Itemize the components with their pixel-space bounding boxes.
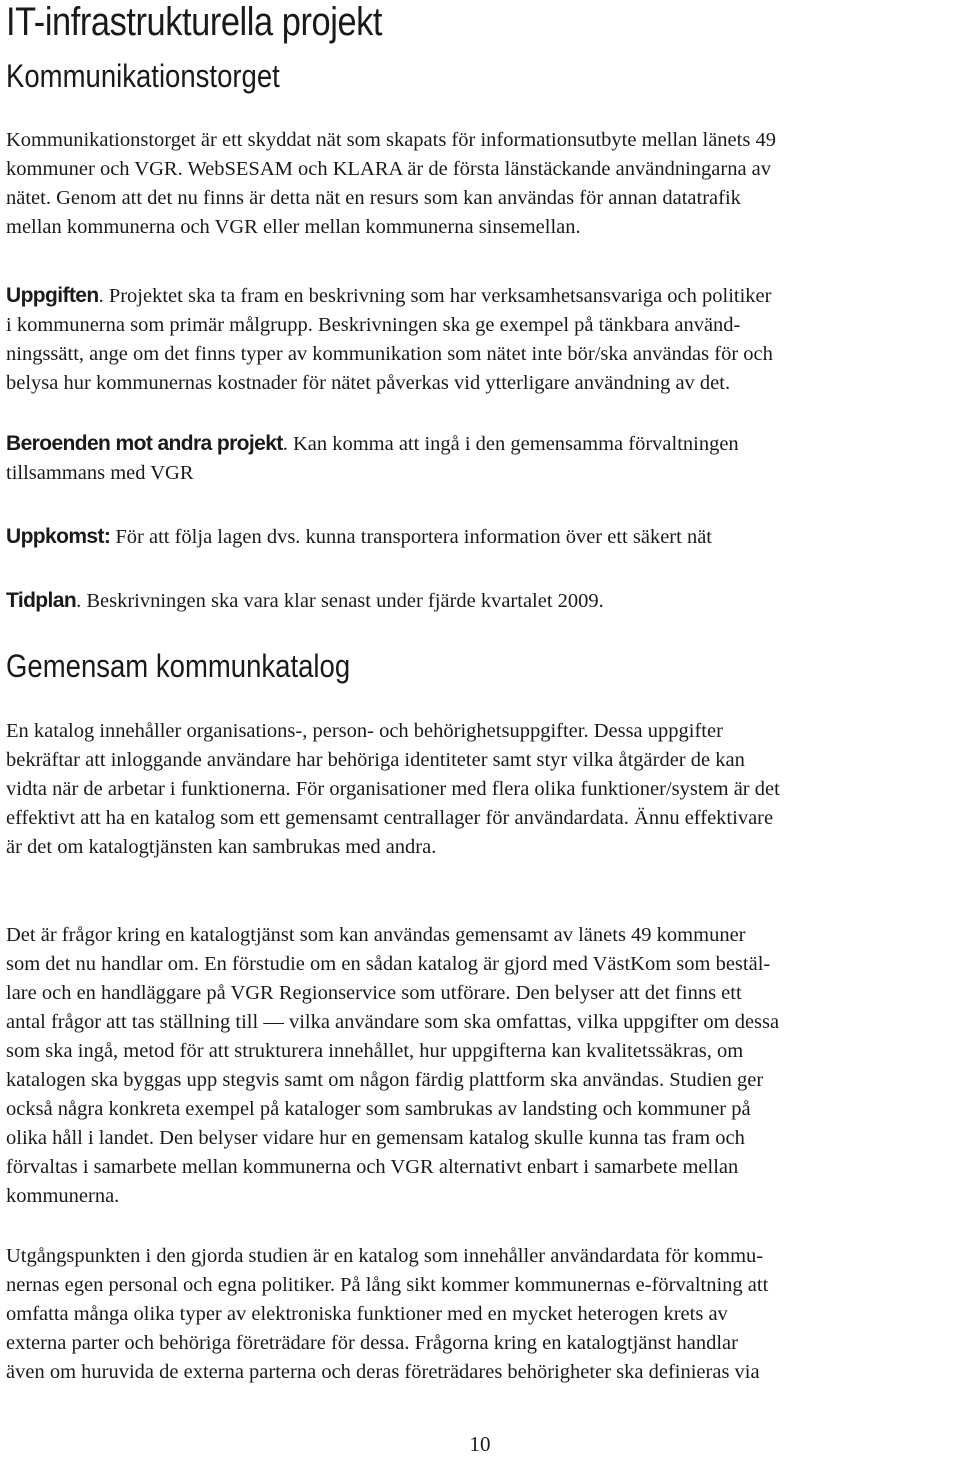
section-heading-kommunikationstorget: Kommunikationstorget xyxy=(6,58,280,94)
text-line: mellan kommunerna och VGR eller mellan kommunerna sinsemellan. xyxy=(6,216,581,238)
text-line xyxy=(6,281,956,311)
paragraph-fragor xyxy=(6,921,956,1211)
text-run: . Projektet ska ta fram en beskrivning som har verksamhetsansvariga och politiker xyxy=(98,285,772,307)
text-line: vidta när de arbetar i funktionerna. För organisationer med flera olika funktioner/system är det xyxy=(6,778,780,800)
text-line: Det är frågor kring en katalogtjänst som kan användas gemensamt av länets 49 kommuner xyxy=(6,924,746,946)
text-line: i kommunerna som primär målgrupp. Beskrivningen ska ge exempel på tänkbara använd- xyxy=(6,314,741,336)
paragraph-utgangspunkten xyxy=(6,1242,956,1387)
paragraph-katalog xyxy=(6,717,956,862)
paragraph-kommunikationstorget xyxy=(6,126,956,242)
paragraph-tidplan xyxy=(6,586,956,616)
text-line: som ska ingå, metod för att strukturera innehållet, hur uppgifterna kan kvalitetssäkras, om xyxy=(6,1040,744,1062)
text-line: kommuner och VGR. WebSESAM och KLARA är de första länstäckande användningarna av xyxy=(6,158,772,180)
text-line: olika håll i landet. Den belyser vidare hur en gemensam katalog skulle kunna tas fram och xyxy=(6,1127,745,1149)
paragraph-uppgiften xyxy=(6,281,956,398)
label-beroenden: Beroenden mot andra projekt xyxy=(6,432,283,455)
text-line: bekräftar att inloggande användare har behöriga identiteter samt styr vilka åtgärder de kan xyxy=(6,749,745,771)
text-line: nätet. Genom att det nu finns är detta nät en resurs som kan användas för annan datatrafik xyxy=(6,187,741,209)
text-line: Kommunikationstorget är ett skyddat nät som skapats för informationsutbyte mellan länets 49 xyxy=(6,129,776,151)
text-run: För att följa lagen dvs. kunna transportera information över ett säkert nät xyxy=(110,526,712,548)
text-run: . Beskrivningen ska vara klar senast under fjärde kvartalet 2009. xyxy=(76,590,604,612)
text-line: som det nu handlar om. En förstudie om en sådan katalog är gjord med VästKom som bestäl- xyxy=(6,953,771,975)
text-line: är det om katalogtjänsten kan sambrukas med andra. xyxy=(6,836,437,858)
text-line xyxy=(6,522,956,552)
paragraph-beroenden xyxy=(6,429,956,488)
text-line: nernas egen personal och egna politiker. På lång sikt kommer kommunernas e-förvaltning att xyxy=(6,1274,769,1296)
text-line: omfatta många olika typer av elektroniska funktioner med en mycket heterogen krets av xyxy=(6,1303,728,1325)
text-line: också några konkreta exempel på kataloger som sambrukas av landsting och kommuner på xyxy=(6,1098,751,1120)
text-line: även om huruvida de externa parterna och deras företrädares behörigheter ska definieras via xyxy=(6,1361,760,1383)
label-tidplan: Tidplan xyxy=(6,589,77,612)
text-line: antal frågor att tas ställning till — vilka användare som ska omfattas, vilka uppgifter om dessa xyxy=(6,1011,780,1033)
label-uppkomst: Uppkomst: xyxy=(6,525,111,548)
text-line: En katalog innehåller organisations-, person- och behörighetsuppgifter. Dessa uppgifter xyxy=(6,720,723,742)
label-uppgiften: Uppgiften xyxy=(6,284,99,307)
text-line xyxy=(6,586,956,616)
section-heading-kommunkatalog: Gemensam kommunkatalog xyxy=(6,648,351,684)
text-run: . Kan komma att ingå i den gemensamma förvaltningen xyxy=(282,433,739,455)
text-line: belysa hur kommunernas kostnader för nätet påverkas vid ytterligare användning av det. xyxy=(6,372,731,394)
paragraph-uppkomst xyxy=(6,522,956,552)
text-line: Utgångspunkten i den gjorda studien är en katalog som innehåller användardata för kommu- xyxy=(6,1245,764,1267)
text-line: externa parter och behöriga företrädare för dessa. Frågorna kring en katalogtjänst handlar xyxy=(6,1332,738,1354)
page-number: 10 xyxy=(469,1432,491,1456)
page-title: IT-infrastrukturella projekt xyxy=(6,0,383,44)
text-line: tillsammans med VGR xyxy=(6,462,194,484)
text-line: katalogen ska byggas upp stegvis samt om någon färdig plattform ska användas. Studien ger xyxy=(6,1069,764,1091)
text-line: effektivt att ha en katalog som ett gemensamt centrallager för användardata. Ännu effektivare xyxy=(6,807,774,829)
text-line: förvaltas i samarbete mellan kommunerna och VGR alternativt enbart i samarbete mellan xyxy=(6,1156,739,1178)
text-line: lare och en handläggare på VGR Regionservice som utförare. Den belyser att det finns ett xyxy=(6,982,742,1004)
text-line: kommunerna. xyxy=(6,1185,120,1207)
text-line: ningssätt, ange om det finns typer av kommunikation som nätet inte bör/ska användas för och xyxy=(6,343,773,365)
text-line xyxy=(6,429,956,459)
